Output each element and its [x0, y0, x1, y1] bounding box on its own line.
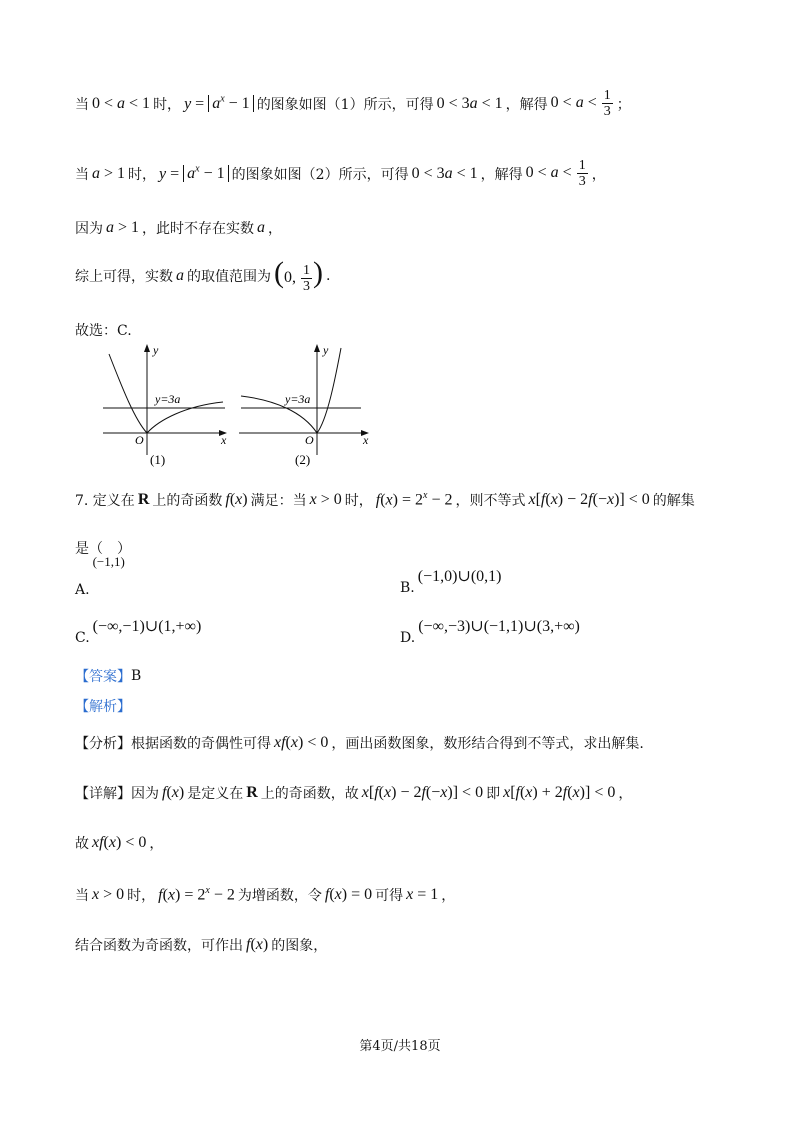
- svg-text:(2): (2): [295, 452, 311, 467]
- graph-2: [239, 343, 369, 467]
- svg-text:O: O: [135, 433, 144, 447]
- math-interval: (0, $\frac{1}{3}$ ): [274, 256, 323, 294]
- solution-line-4: 综上可得，实数 a 的取值范围为 (0, $\frac{1}{3}$ ) .: [75, 256, 331, 294]
- option-a[interactable]: A. (−1,1): [75, 554, 125, 598]
- svg-text:(1): (1): [150, 452, 166, 467]
- function-graphs: [95, 340, 385, 470]
- answer-tag: 【答案】: [75, 669, 131, 685]
- xiangjie-line: 【详解】 因为 f(x) 是定义在 R 上的奇函数，故 x[f(x) − 2f(−x)] < 0 即 x[f(x) + 2f(x)] < 0 ，: [75, 784, 633, 802]
- answer-value: B: [131, 668, 142, 684]
- math-function: $y = a^x - 1$: [184, 94, 254, 113]
- math-inequality: 0 < 3a < 1: [436, 94, 503, 112]
- gu-line: 故 xf(x) < 0 ，: [75, 834, 164, 852]
- solution-line-2: 当 a > 1 时， $y = a^x - 1$ 的图象如图（2）所示，可得 0 < 3a < 1 ，解得 0 < a < $\frac{1}{3}$ ，: [75, 158, 606, 189]
- fenxi-line: 【分析】 根据函数的奇偶性可得 xf(x) < 0 ，画出函数图象，数形结合得到不等式，求出解集.: [75, 734, 644, 752]
- svg-text:O: O: [305, 433, 314, 447]
- option-b[interactable]: B. (−1,0)∪(0,1): [400, 568, 502, 596]
- question-7-cont: 是（ ）: [75, 541, 131, 557]
- graph-1: [103, 343, 227, 467]
- math-condition: a > 1: [92, 164, 126, 182]
- svg-text:x: x: [363, 433, 369, 447]
- page-footer: 第4页/共18页: [359, 1039, 441, 1054]
- math-function: $y = a^x - 1$: [159, 164, 229, 183]
- math-inequality: 0 < 3a < 1: [411, 164, 478, 182]
- option-d[interactable]: D. (−∞,−3)∪(−1,1)∪(3,+∞): [400, 618, 580, 646]
- solution-line-5: 故选：C.: [75, 323, 132, 339]
- math-result: 0 < a < $\frac{1}{3}$: [550, 88, 611, 119]
- svg-text:y: y: [153, 343, 159, 357]
- svg-text:x: x: [221, 433, 227, 447]
- svg-text:y=3a: y=3a: [155, 392, 181, 406]
- math-result: 0 < a < $\frac{1}{3}$: [525, 158, 586, 189]
- solution-line-1: 当 0 < a < 1 时， $y = a^x - 1$ 的图象如图（1）所示，可得 0 < 3a < 1 ，解得 0 < a < $\frac{1}{3}$ ；: [75, 88, 631, 119]
- svg-text:y: y: [323, 343, 329, 357]
- answer-line: [75, 666, 141, 686]
- analysis-tag: 【解析】: [75, 699, 131, 715]
- question-7: 7. 定义在 R 上的奇函数 f(x) 满足：当 x > 0 时， $f(x) = 2^x - 2$ ，则不等式 x[f(x) − 2f(−x)] < 0 的解集: [75, 490, 695, 509]
- solution-line-3: 因为 a > 1 ，此时不存在实数 a ，: [75, 219, 283, 237]
- option-c[interactable]: C. (−∞,−1)∪(1,+∞): [75, 618, 202, 646]
- jie-line: 结合函数为奇函数，可作出 f(x) 的图象，: [75, 936, 328, 954]
- math-condition: 0 < a < 1: [92, 94, 151, 112]
- dang-line: 当 x > 0 时， $f(x) = 2^x - 2$ 为增函数，令 f(x) = 0 可得 x = 1 ，: [75, 885, 456, 904]
- svg-text:y=3a: y=3a: [285, 392, 311, 406]
